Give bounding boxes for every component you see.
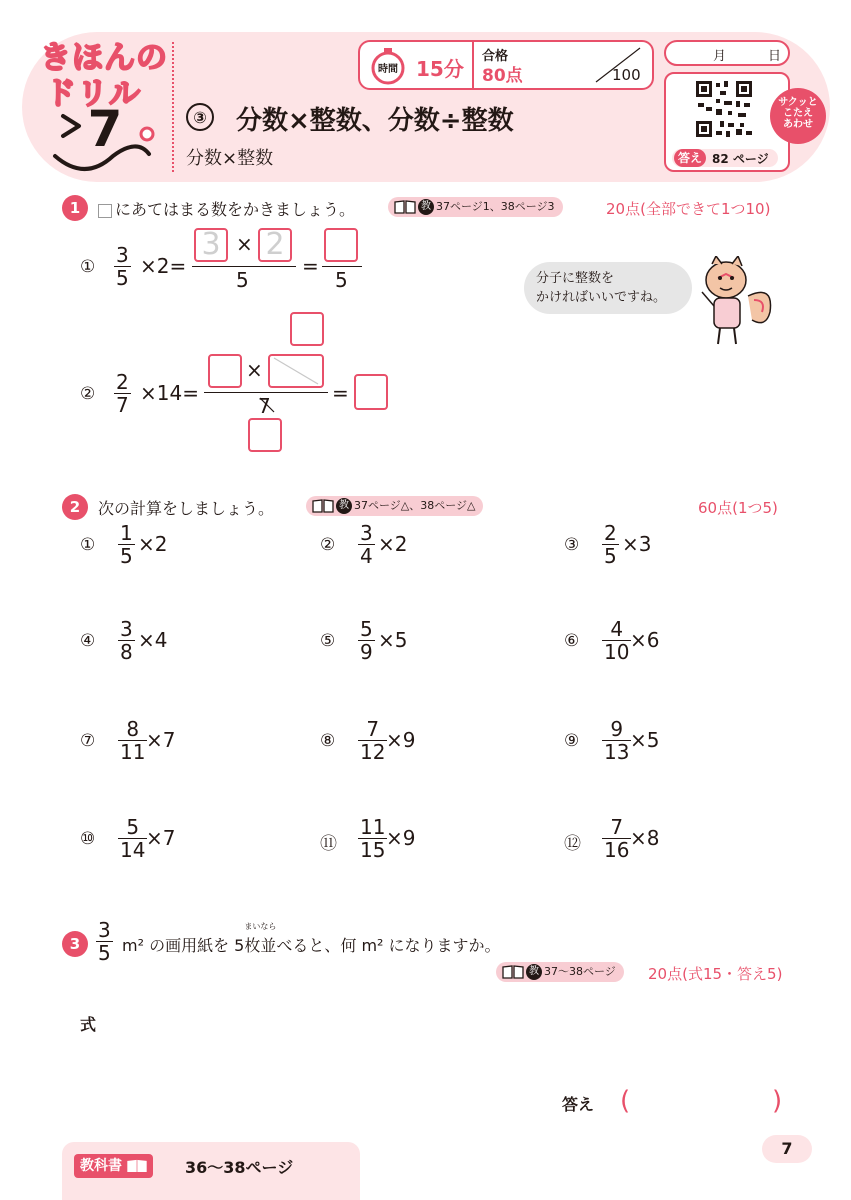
quick-check-badge[interactable] — [770, 88, 826, 144]
multiplier-text: ×8 — [630, 826, 660, 850]
logo-face-icon — [45, 98, 165, 178]
problem-label: ⑦ — [80, 731, 96, 751]
denominator: 14 — [120, 838, 146, 862]
numerator: 1 — [120, 521, 133, 545]
fraction — [118, 718, 147, 763]
hint-speech-bubble — [524, 262, 692, 314]
multiplier-text: ×4 — [138, 628, 168, 652]
fraction — [114, 371, 131, 416]
fraction — [358, 816, 387, 861]
denominator: 7 — [258, 394, 271, 418]
denominator: 5 — [335, 268, 348, 292]
answer-label: 答え — [562, 1095, 595, 1114]
hint-line: 分子に整数を — [536, 271, 615, 286]
textbook-tag — [74, 1154, 153, 1178]
problem-label: ⑨ — [564, 731, 580, 751]
section-3-textbook-ref — [496, 962, 624, 982]
denominator: 16 — [604, 838, 630, 862]
times-sign: × — [246, 358, 263, 382]
fraction — [118, 618, 135, 663]
textbook-kyo-icon: 教 — [526, 964, 542, 980]
numerator: 7 — [366, 717, 380, 741]
problem-label: ② — [320, 535, 336, 555]
answer-label: 答え — [674, 149, 706, 167]
page-subtitle: 分数×整数 — [186, 148, 274, 169]
problem-label: ⑪ — [320, 834, 337, 854]
multiplier-text: ×14= — [140, 381, 199, 405]
cancel-slash — [258, 396, 276, 414]
section-2-number: 2 — [62, 494, 88, 520]
section-1-instruction-text: にあてはまる数をかきましょう。 — [115, 200, 356, 219]
book-icon — [312, 499, 334, 513]
problem-label: ① — [80, 257, 96, 277]
multiplier-text: ×2 — [138, 532, 168, 556]
fraction-bar — [322, 266, 362, 267]
month-label: 月 — [713, 49, 727, 64]
problem-label: ⑥ — [564, 631, 580, 651]
denominator: 7 — [116, 393, 129, 417]
quick-badge-line: こたえ — [783, 108, 813, 119]
stopwatch-icon — [368, 47, 408, 85]
section-3-points: 20点(式15・答え5) — [648, 965, 783, 983]
denominator: 8 — [120, 640, 133, 664]
section-3-number: 3 — [62, 931, 88, 957]
work-area[interactable] — [320, 764, 540, 814]
work-area[interactable] — [320, 664, 540, 714]
numerator: 4 — [610, 617, 624, 641]
multiplier-text: ×3 — [622, 532, 652, 556]
multiplier-text: ×7 — [146, 826, 176, 850]
problem-label: ④ — [80, 631, 96, 651]
section-1-textbook-ref — [388, 197, 563, 217]
answer-box-filled[interactable]: 2 — [258, 228, 292, 262]
page-number: 7 — [762, 1135, 812, 1163]
answer-page: 82 ページ — [712, 152, 769, 166]
unit-number: ③ — [186, 103, 214, 131]
denominator: 11 — [120, 740, 146, 764]
section-2-textbook-ref — [306, 496, 483, 516]
fraction — [114, 244, 131, 289]
problem-label: ⑩ — [80, 829, 96, 849]
textbook-kyo-icon: 教 — [418, 199, 434, 215]
denominator: 15 — [360, 838, 386, 862]
denominator: 9 — [360, 640, 373, 664]
quick-badge-line: あわせ — [783, 119, 813, 130]
fraction — [602, 718, 631, 763]
fraction — [96, 919, 113, 964]
answer-box[interactable] — [290, 312, 324, 346]
problem-label: ③ — [564, 535, 580, 555]
problem-label: ⑧ — [320, 731, 336, 751]
denominator: 13 — [604, 740, 630, 764]
problem-label: ⑤ — [320, 631, 336, 651]
work-area[interactable] — [80, 568, 300, 618]
denominator: 5 — [98, 941, 111, 965]
formula-area[interactable] — [80, 1036, 760, 1086]
section-1-number: 1 — [62, 195, 88, 221]
denominator: 5 — [236, 268, 249, 292]
work-area[interactable] — [564, 568, 784, 618]
answer-box[interactable] — [354, 374, 388, 410]
numerator: 8 — [126, 717, 140, 741]
qr-code-icon[interactable] — [694, 79, 754, 139]
section-1-ref-text: 37ページ1、38ページ3 — [436, 200, 555, 213]
day-label: 日 — [768, 49, 782, 64]
fraction — [118, 816, 147, 861]
time-limit: 15分 — [416, 57, 464, 81]
section-2-points: 60点(1つ5) — [698, 499, 778, 517]
fraction — [602, 522, 619, 567]
answer-paren-close: ) — [772, 1086, 783, 1116]
fraction — [602, 816, 631, 861]
numerator: 3 — [116, 243, 129, 267]
score-divider — [472, 42, 474, 88]
work-area[interactable] — [320, 862, 540, 912]
logo-title-top: きほんの — [40, 40, 168, 76]
multiplier-text: ×7 — [146, 728, 176, 752]
section-3-question — [122, 922, 501, 956]
work-area[interactable] — [564, 764, 784, 814]
textbook-pages: 36～38ページ — [185, 1158, 294, 1177]
page-title: 分数×整数、分数÷整数 — [236, 106, 514, 136]
denominator: 4 — [360, 544, 373, 568]
work-area[interactable] — [80, 764, 300, 814]
fraction-bar — [192, 266, 296, 267]
section-2-instruction: 次の計算をしましょう。 — [98, 499, 275, 518]
answer-paren-open: ( — [620, 1086, 631, 1116]
denominator: 5 — [120, 544, 133, 568]
denominator: 5 — [604, 544, 617, 568]
answer-input[interactable] — [640, 1088, 770, 1118]
book-icon — [127, 1159, 147, 1173]
answer-box[interactable] — [324, 228, 358, 262]
multiplier-text: ×6 — [630, 628, 660, 652]
problem-label: ① — [80, 535, 96, 555]
book-icon — [502, 965, 524, 979]
numerator: 5 — [360, 617, 373, 641]
multiplier-text: ×5 — [378, 628, 408, 652]
numerator: 3 — [360, 521, 373, 545]
blank-box-icon — [98, 204, 112, 218]
section-3-ref-text: 37～38ページ — [544, 965, 616, 978]
work-area[interactable] — [320, 568, 540, 618]
numerator: 3 — [120, 617, 133, 641]
numerator: 3 — [98, 918, 111, 942]
denominator: 12 — [360, 740, 386, 764]
ruby-kanji: 枚並 — [244, 936, 277, 955]
times-sign: × — [236, 232, 253, 256]
score-total: 100 — [612, 66, 641, 84]
multiplier-text: ×5 — [630, 728, 660, 752]
section-1-instruction — [98, 197, 355, 220]
work-area[interactable] — [564, 862, 784, 912]
fraction-bar — [204, 392, 328, 393]
pass-label: 合格 — [482, 49, 509, 64]
work-area[interactable] — [80, 664, 300, 714]
numerator: 7 — [610, 815, 624, 839]
pass-score: 80点 — [482, 66, 523, 86]
fraction — [602, 618, 631, 663]
textbook-label: 教科書 — [80, 1158, 122, 1174]
multiplier-text: ×2= — [140, 254, 187, 278]
work-area[interactable] — [564, 664, 784, 714]
problem-label: ⑫ — [564, 834, 581, 854]
work-area[interactable] — [80, 862, 300, 912]
fraction — [358, 522, 375, 567]
answer-box-filled[interactable]: 3 — [194, 228, 228, 262]
numerator: 5 — [126, 815, 140, 839]
equals-sign: = — [332, 381, 349, 405]
cancel-slash — [270, 356, 322, 386]
fraction — [358, 718, 387, 763]
quick-badge-line: サクッと — [778, 97, 818, 108]
logo-number: 7 — [87, 100, 123, 158]
numerator: 2 — [116, 370, 129, 394]
ruby-reading: まいなら — [244, 922, 277, 931]
multiplier-text: ×9 — [386, 728, 416, 752]
problem-label: ② — [80, 384, 96, 404]
numerator: 11 — [360, 815, 386, 839]
header-divider — [172, 42, 174, 172]
answer-box[interactable] — [208, 354, 242, 388]
multiplier-text: ×9 — [386, 826, 416, 850]
section-1-points: 20点(全部できて1つ10) — [606, 200, 771, 218]
numerator: 2 — [604, 521, 617, 545]
textbook-kyo-icon: 教 — [336, 498, 352, 514]
squirrel-character-icon — [696, 256, 776, 348]
timer-label: 時間 — [378, 64, 398, 75]
denominator: 5 — [116, 266, 129, 290]
logo-title-bottom: ドリル — [45, 76, 141, 112]
fraction — [118, 522, 135, 567]
numerator: 9 — [610, 717, 624, 741]
section-2-ref-text: 37ページ△、38ページ△ — [354, 499, 476, 512]
question-text: m² の画用紙を 5 — [122, 936, 245, 955]
fraction — [358, 618, 375, 663]
multiplier-text: ×2 — [378, 532, 408, 556]
denominator: 10 — [604, 640, 630, 664]
formula-label: 式 — [80, 1015, 97, 1034]
answer-box[interactable] — [248, 418, 282, 452]
hint-line: かければいいですね。 — [536, 290, 667, 305]
equals-sign: = — [302, 254, 319, 278]
question-text: べると、何 m² になりますか。 — [276, 936, 501, 955]
book-icon — [394, 200, 416, 214]
